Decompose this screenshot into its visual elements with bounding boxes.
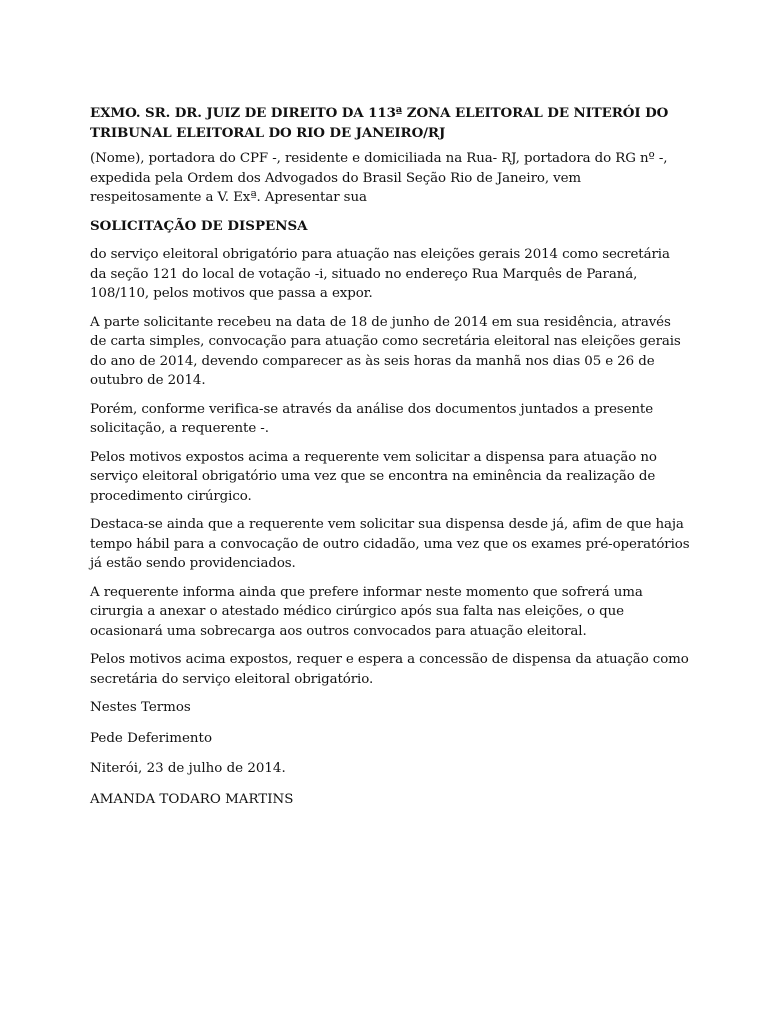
body-paragraph-7: Pelos motivos acima expostos, requer e espera a concessão de dispensa da atuação como secretária do serviço eleitoral obrigatório. <box>90 652 689 687</box>
closing-terms: Nestes Termos <box>90 700 191 715</box>
document-subject: SOLICITAÇÃO DE DISPENSA <box>90 217 308 234</box>
document-heading: EXMO. SR. DR. JUIZ DE DIREITO DA 113ª ZONA ELEITORAL DE NITERÓI DO TRIBUNAL ELEITORAL DO RIO DE JANEIRO/RJ <box>90 105 669 141</box>
body-paragraph-4: Pelos motivos expostos acima a requerente vem solicitar a dispensa para atuação no serviço eleitoral obrigatório uma vez que se encontra na eminência da realização de procedimento cirúrgico. <box>90 449 657 504</box>
body-paragraph-1: do serviço eleitoral obrigatório para atuação nas eleições gerais 2014 como secretária da seção 121 do local de votação -i, situado no endereço Rua Marquês de Paraná, 108/110, pelos motivos que passa a expor. <box>90 247 670 301</box>
body-paragraph-2: A parte solicitante recebeu na data de 18 de junho de 2014 em sua residência, através de carta simples, convocação para atuação como secretária eleitoral nas eleições gerais do ano de 2014, devendo comparecer as às seis horas da manhã nos dias 05 e 26 de outubro de 2014. <box>90 314 681 388</box>
signature-name: AMANDA TODARO MARTINS <box>90 791 294 807</box>
place-date: Niterói, 23 de julho de 2014. <box>90 761 286 776</box>
body-paragraph-5: Destaca-se ainda que a requerente vem solicitar sua dispensa desde já, afim de que haja tempo hábil para a convocação de outro cidadão, uma vez que os exames pré-operatórios já estão sendo providenciados. <box>90 517 690 571</box>
document-page <box>90 104 690 820</box>
body-paragraph-3: Porém, conforme verifica-se através da análise dos documentos juntados a presente solicitação, a requerente -. <box>90 401 654 436</box>
closing-request: Pede Deferimento <box>90 730 212 746</box>
intro-paragraph: (Nome), portadora do CPF -, residente e domiciliada na Rua- RJ, portadora do RG nº -, expedida pela Ordem dos Advogados do Brasil Seção Rio de Janeiro, vem respeitosamente a V. Exª. Apresentar sua <box>90 151 668 205</box>
body-paragraph-6: A requerente informa ainda que prefere informar neste momento que sofrerá uma cirurgia a anexar o atestado médico cirúrgico após sua falta nas eleições, o que ocasionará uma sobrecarga aos outros convocados para atuação eleitoral. <box>90 584 643 639</box>
